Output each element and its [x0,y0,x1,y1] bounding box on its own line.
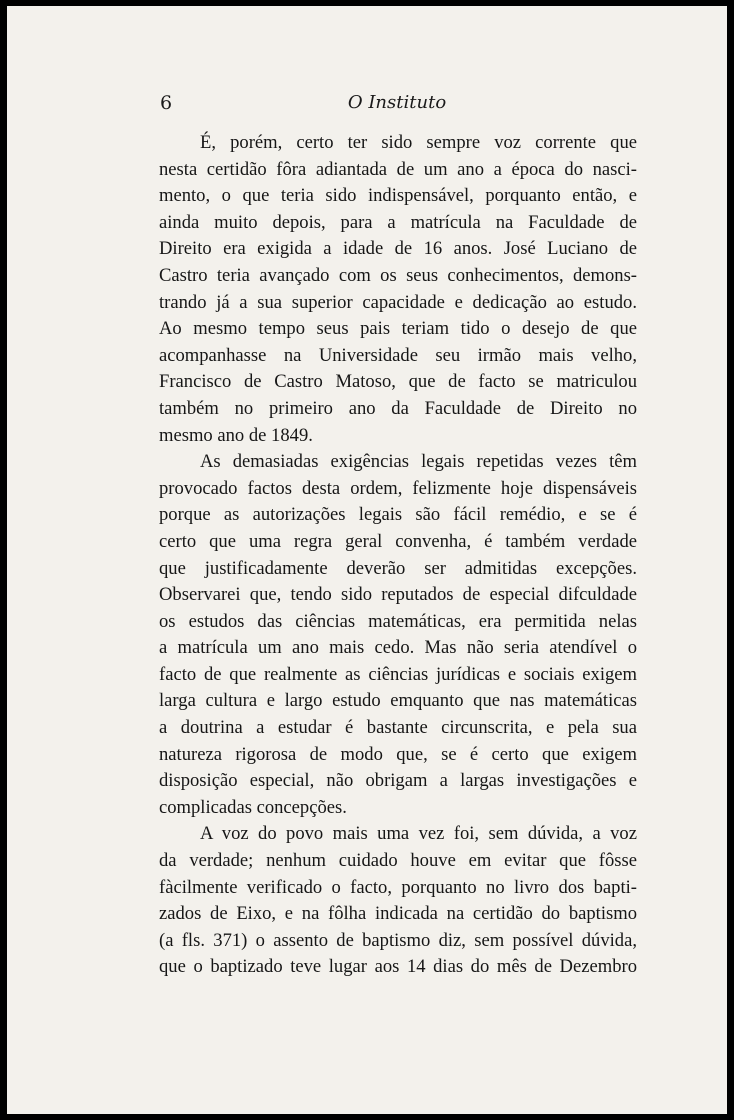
text-line: A voz do povo mais uma vez foi, sem dúvida, a voz [200,823,637,845]
text-line: também no primeiro ano da Faculdade de Direito no [159,397,637,419]
text-line: a matrícula um ano mais cedo. Mas não seria atendível o [159,637,637,659]
text-line: porque as autorizações legais são fácil remédio, e se é [159,504,637,526]
text-line: natureza rigorosa de modo que, se é certo que exigem [159,743,637,765]
text-line: É, porém, certo ter sido sempre voz corrente que [200,132,637,153]
text-line: a doutrina a estudar é bastante circunscrita, e pela sua [159,717,637,739]
page-header [157,92,637,122]
text-line: disposição especial, não obrigam a largas investigações e [159,770,637,792]
text-line: facto de que realmente as ciências jurídicas e sociais exigem [159,663,637,685]
running-title: O Instituto [347,92,447,113]
text-line: Castro teria avançado com os seus conhecimentos, demons- [159,264,637,286]
page-number: 6 [160,92,173,114]
text-line: (a fls. 371) o assento de baptismo diz, sem possível dúvida, [159,929,637,951]
text-line: fàcilmente verificado o facto, porquanto no livro dos bapti- [159,876,637,898]
text-line: zados de Eixo, e na fôlha indicada na certidão do baptismo [159,903,637,925]
text-line: Ao mesmo tempo seus pais teriam tido o desejo de que [159,318,637,340]
text-line: acompanhasse na Universidade seu irmão mais velho, [159,344,637,366]
text-line: As demasiadas exigências legais repetidas vezes têm [200,451,637,473]
text-line: Francisco de Castro Matoso, que de facto se matriculou [159,371,637,393]
text-line: certo que uma regra geral convenha, é também verdade [159,530,637,552]
text-line: trando já a sua superior capacidade e dedicação ao estudo. [159,291,637,313]
text-line: mesmo ano de 1849. [159,424,313,446]
text-line: complicadas concepções. [159,796,347,818]
text-line: Observarei que, tendo sido reputados de especial difculdade [159,584,637,606]
text-line: ainda muito depois, para a matrícula na Faculdade de [159,211,637,233]
text-line: provocado factos desta ordem, felizmente hoje dispensáveis [159,477,637,499]
text-line: que justificadamente deverão ser admitidas excepções. [159,557,637,579]
text-line: da verdade; nenhum cuidado houve em evitar que fôsse [159,850,637,872]
book-page [7,6,727,1114]
text-line: os estudos das ciências matemáticas, era permitida nelas [159,610,637,632]
text-line: mento, o que teria sido indispensável, porquanto então, e [159,185,637,207]
text-line: que o baptizado teve lugar aos 14 dias do mês de Dezembro [159,956,637,978]
text-line: larga cultura e largo estudo emquanto que nas matemáticas [159,690,637,712]
text-line: nesta certidão fôra adiantada de um ano a época do nasci- [159,158,637,180]
body-text [159,130,637,981]
text-line: Direito era exigida a idade de 16 anos. José Luciano de [159,238,637,260]
